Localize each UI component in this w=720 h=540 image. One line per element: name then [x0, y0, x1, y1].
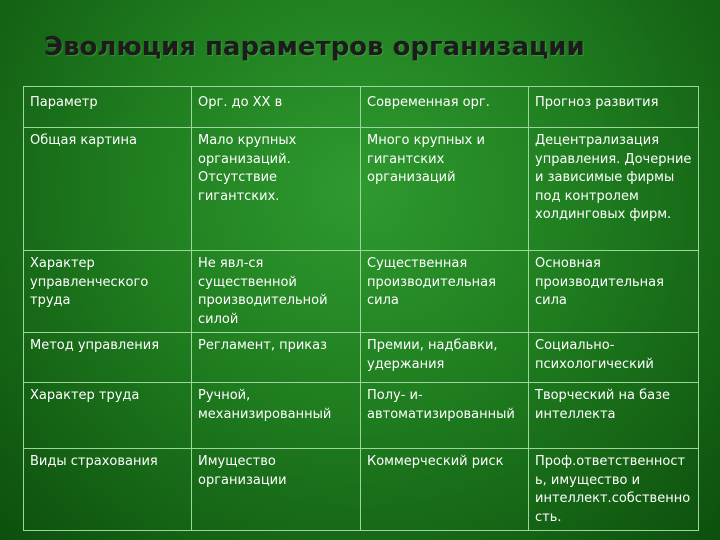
table-cell: Проф.ответственность, имущество и интеллект.собственность. — [529, 449, 699, 531]
header-cell: Параметр — [24, 87, 192, 128]
table-cell: Существенная производительная сила — [361, 251, 529, 333]
table-row — [24, 449, 699, 531]
table-row — [24, 251, 699, 333]
table-cell: Не явл-ся существенной производительной силой — [192, 251, 361, 333]
table-cell: Основная производительная сила — [529, 251, 699, 333]
table-row — [24, 333, 699, 383]
table-cell: Общая картина — [24, 128, 192, 251]
table-cell: Имущество организации — [192, 449, 361, 531]
table-cell: Характер управленческого труда — [24, 251, 192, 333]
slide-title: Эволюция параметров организации — [44, 32, 585, 62]
table-cell: Децентрализация управления. Дочерние и зависимые фирмы под контролем холдинговых фирм. — [529, 128, 699, 251]
table-cell: Премии, надбавки, удержания — [361, 333, 529, 383]
table-cell: Регламент, приказ — [192, 333, 361, 383]
table-cell: Полу- и-автоматизированный — [361, 383, 529, 449]
table-cell: Мало крупных организаций. Отсутствие гигантских. — [192, 128, 361, 251]
table-row — [24, 128, 699, 251]
header-cell: Прогноз развития — [529, 87, 699, 128]
table-cell: Характер труда — [24, 383, 192, 449]
table-cell: Социально-психологический — [529, 333, 699, 383]
table-cell: Коммерческий риск — [361, 449, 529, 531]
table-row — [24, 383, 699, 449]
table-cell: Много крупных и гигантских организаций — [361, 128, 529, 251]
table-cell: Творческий на базе интеллекта — [529, 383, 699, 449]
table-header-row — [24, 87, 699, 128]
table-cell: Ручной, механизированный — [192, 383, 361, 449]
table-cell: Виды страхования — [24, 449, 192, 531]
evolution-table — [23, 86, 698, 536]
table-cell: Метод управления — [24, 333, 192, 383]
header-cell: Орг. до XX в — [192, 87, 361, 128]
header-cell: Современная орг. — [361, 87, 529, 128]
